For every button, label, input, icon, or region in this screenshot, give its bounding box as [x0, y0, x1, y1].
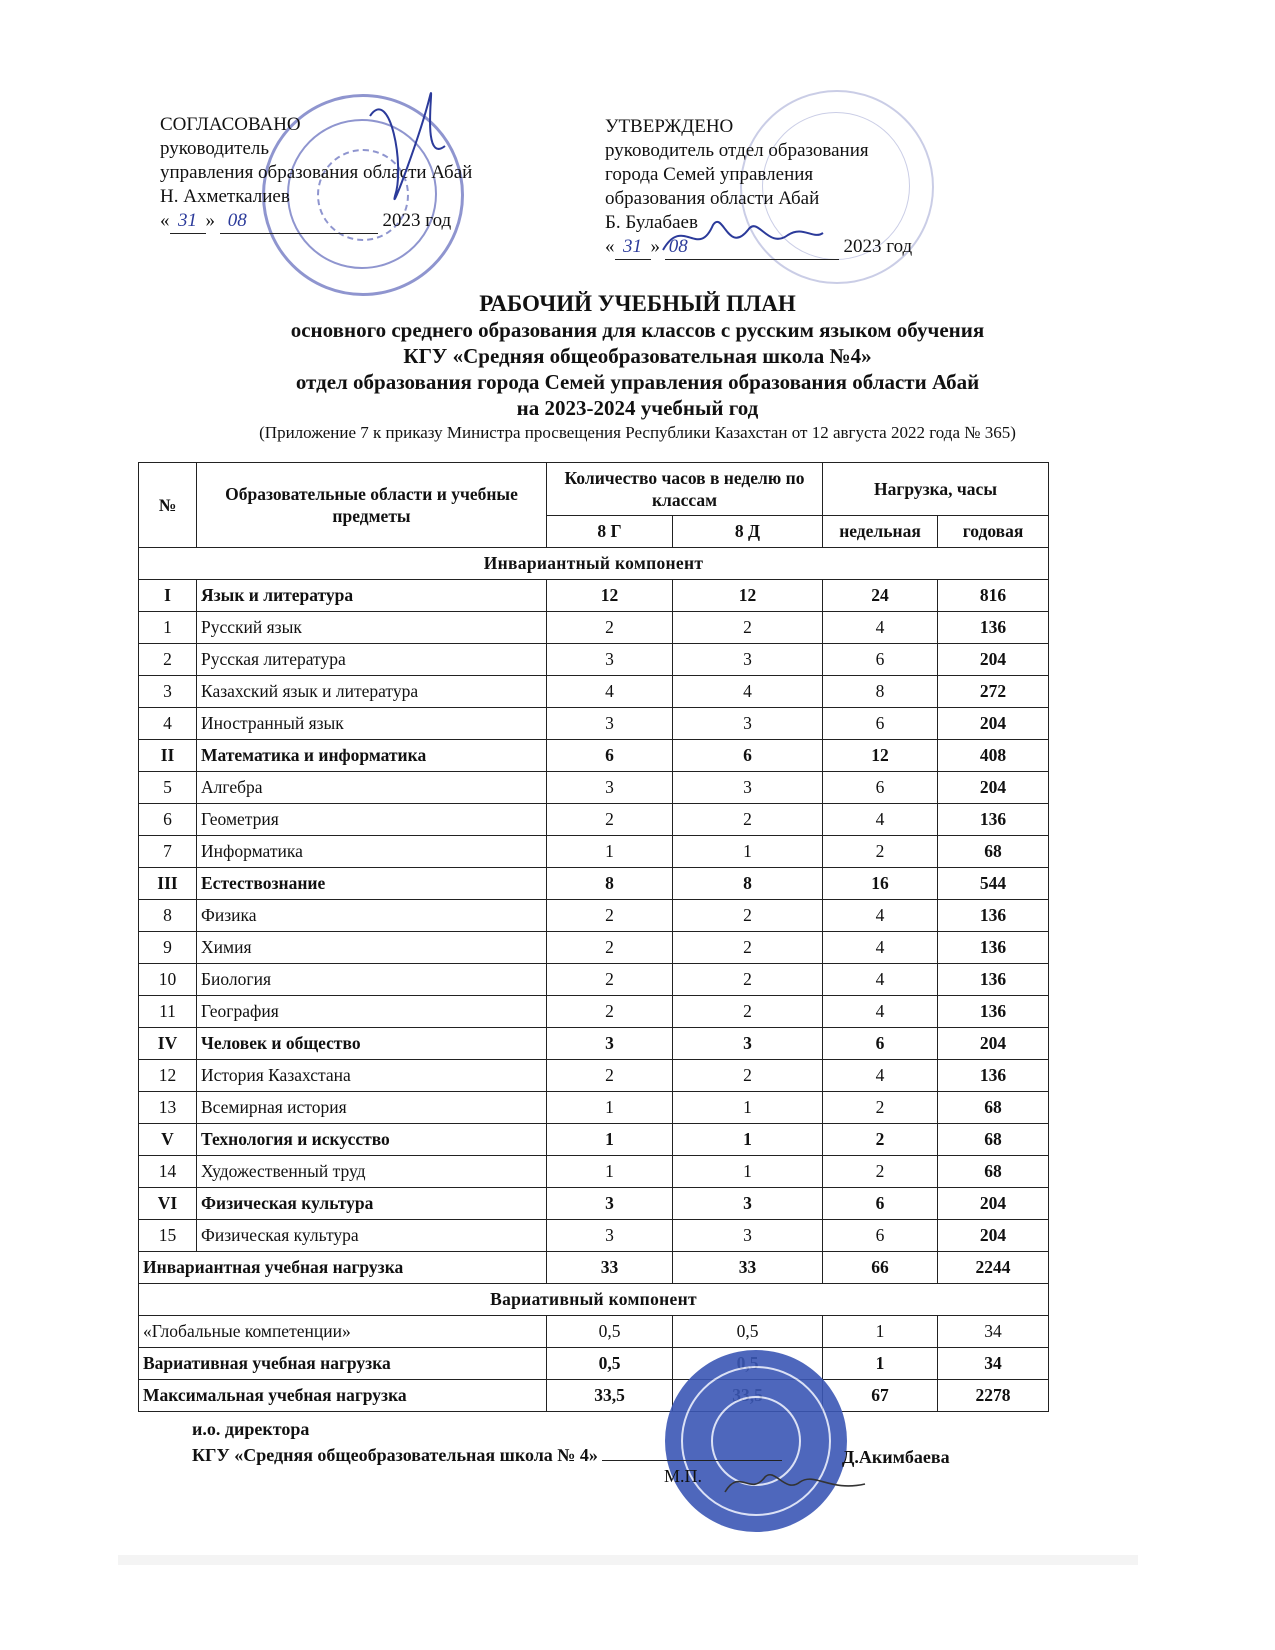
- weekly-load: 6: [823, 1028, 938, 1060]
- yearly-load: 34: [938, 1348, 1049, 1380]
- header-class-8g: 8 Г: [547, 516, 673, 548]
- subject-name: Естествознание: [197, 868, 547, 900]
- row-number: 10: [139, 964, 197, 996]
- hours-8g: 2: [547, 612, 673, 644]
- title-line: КГУ «Средняя общеобразовательная школа №4»: [403, 344, 872, 368]
- yearly-load: 136: [938, 1060, 1049, 1092]
- weekly-load: 6: [823, 1188, 938, 1220]
- course-name: «Глобальные компетенции»: [139, 1316, 547, 1348]
- subject-row: [139, 644, 1049, 676]
- hours-8d: 3: [673, 1028, 823, 1060]
- date-year: 2023 год: [843, 236, 913, 257]
- row-number: VI: [139, 1188, 197, 1220]
- hours-8d: 2: [673, 900, 823, 932]
- hours-8d: 12: [673, 580, 823, 612]
- subject-area-row: [139, 740, 1049, 772]
- variative-heading: Вариативный компонент: [139, 1284, 1049, 1316]
- hours-8g: 0,5: [547, 1316, 673, 1348]
- footer-school-name: КГУ «Средняя общеобразовательная школа № 4»: [192, 1445, 598, 1465]
- weekly-load: 4: [823, 1060, 938, 1092]
- row-number: II: [139, 740, 197, 772]
- approval-status: УТВЕРЖДЕНО: [605, 116, 734, 137]
- hours-8g: 1: [547, 836, 673, 868]
- hours-8g: 3: [547, 1028, 673, 1060]
- header-num: №: [139, 463, 197, 548]
- hours-8g: 2: [547, 964, 673, 996]
- weekly-load: 1: [823, 1348, 938, 1380]
- hours-8g: 1: [547, 1092, 673, 1124]
- weekly-load: 2: [823, 1156, 938, 1188]
- subject-row: [139, 804, 1049, 836]
- subject-row: [139, 932, 1049, 964]
- subject-row: [139, 1092, 1049, 1124]
- hours-8g: 8: [547, 868, 673, 900]
- approval-line: управления образования области Абай: [160, 162, 473, 183]
- signature-right: [658, 205, 828, 265]
- hours-8d: 2: [673, 996, 823, 1028]
- row-number: 15: [139, 1220, 197, 1252]
- row-number: 9: [139, 932, 197, 964]
- date-day: 31: [615, 235, 651, 260]
- hours-8g: 1: [547, 1156, 673, 1188]
- approval-line: руководитель: [160, 138, 270, 159]
- weekly-load: 6: [823, 708, 938, 740]
- hours-8d: 3: [673, 1188, 823, 1220]
- subject-area-row: [139, 1028, 1049, 1060]
- weekly-load: 2: [823, 836, 938, 868]
- hours-8d: 1: [673, 1156, 823, 1188]
- weekly-load: 2: [823, 1092, 938, 1124]
- yearly-load: 408: [938, 740, 1049, 772]
- yearly-load: 136: [938, 804, 1049, 836]
- row-number: I: [139, 580, 197, 612]
- header-class-8d: 8 Д: [673, 516, 823, 548]
- subject-row: [139, 1156, 1049, 1188]
- approval-date: « 31 » 08 2023 год: [160, 209, 472, 234]
- section-heading-row: [139, 548, 1049, 580]
- subject-row: [139, 772, 1049, 804]
- document-title-block: [0, 290, 1275, 445]
- hours-8g: 2: [547, 996, 673, 1028]
- row-number: V: [139, 1124, 197, 1156]
- header-hours: Количество часов в неделю по классам: [547, 463, 823, 516]
- hours-8d: 1: [673, 1092, 823, 1124]
- signature-left: [360, 76, 460, 236]
- subject-name: Всемирная история: [197, 1092, 547, 1124]
- subject-name: Физика: [197, 900, 547, 932]
- hours-8d: 2: [673, 612, 823, 644]
- footer-school: [192, 1444, 782, 1467]
- subject-name: Физическая культура: [197, 1220, 547, 1252]
- title-appendix: (Приложение 7 к приказу Министра просвещения Республики Казахстан от 12 августа 2022 года № 365): [259, 423, 1016, 442]
- subject-row: [139, 676, 1049, 708]
- subject-area-row: [139, 1124, 1049, 1156]
- subject-row: [139, 900, 1049, 932]
- weekly-load: 4: [823, 996, 938, 1028]
- row-number: III: [139, 868, 197, 900]
- row-number: 14: [139, 1156, 197, 1188]
- subject-row: [139, 964, 1049, 996]
- weekly-load: 6: [823, 1220, 938, 1252]
- header-weekly: недельная: [823, 516, 938, 548]
- subject-name: Технология и искусство: [197, 1124, 547, 1156]
- hours-8g: 3: [547, 1220, 673, 1252]
- subject-name: Человек и общество: [197, 1028, 547, 1060]
- hours-8g: 1: [547, 1124, 673, 1156]
- total-label: Инвариантная учебная нагрузка: [139, 1252, 547, 1284]
- subject-area-row: [139, 580, 1049, 612]
- hours-8d: 3: [673, 772, 823, 804]
- hours-8g: 3: [547, 708, 673, 740]
- subject-name: Математика и информатика: [197, 740, 547, 772]
- weekly-load: 24: [823, 580, 938, 612]
- header-load: Нагрузка, часы: [823, 463, 1049, 516]
- yearly-load: 68: [938, 1092, 1049, 1124]
- approval-status: СОГЛАСОВАНО: [160, 114, 301, 135]
- row-number: 13: [139, 1092, 197, 1124]
- hours-8g: 12: [547, 580, 673, 612]
- hours-8d: 3: [673, 1220, 823, 1252]
- hours-8g: 3: [547, 1188, 673, 1220]
- course-name: Вариативная учебная нагрузка: [139, 1348, 547, 1380]
- title-line: отдел образования города Семей управления образования области Абай: [295, 370, 980, 394]
- header-yearly: годовая: [938, 516, 1049, 548]
- subject-row: [139, 1220, 1049, 1252]
- subject-name: Русский язык: [197, 612, 547, 644]
- hours-8d: 2: [673, 964, 823, 996]
- variative-course-row: [139, 1316, 1049, 1348]
- weekly-load: 16: [823, 868, 938, 900]
- hours-8d: 8: [673, 868, 823, 900]
- yearly-load: 136: [938, 900, 1049, 932]
- weekly-load: 12: [823, 740, 938, 772]
- official-stamp-bottom: [665, 1350, 847, 1532]
- subject-row: [139, 996, 1049, 1028]
- hours-8d: 2: [673, 932, 823, 964]
- subject-name: Химия: [197, 932, 547, 964]
- subject-name: Физическая культура: [197, 1188, 547, 1220]
- hours-8d: 1: [673, 836, 823, 868]
- yearly-load: 2244: [938, 1252, 1049, 1284]
- yearly-load: 34: [938, 1316, 1049, 1348]
- hours-8d: 2: [673, 804, 823, 836]
- yearly-load: 544: [938, 868, 1049, 900]
- yearly-load: 136: [938, 932, 1049, 964]
- subject-name: Казахский язык и литература: [197, 676, 547, 708]
- subject-name: География: [197, 996, 547, 1028]
- footer-director-name: Д.Акимбаева: [842, 1447, 950, 1467]
- hours-8g: 2: [547, 932, 673, 964]
- footer-seal-place: М.П.: [664, 1466, 703, 1486]
- yearly-load: 136: [938, 996, 1049, 1028]
- approval-line: образования области Абай: [605, 188, 820, 209]
- title-line: на 2023-2024 учебный год: [516, 396, 759, 420]
- hours-8g: 0,5: [547, 1348, 673, 1380]
- row-number: 7: [139, 836, 197, 868]
- weekly-load: 67: [823, 1380, 938, 1412]
- subject-area-row: [139, 1188, 1049, 1220]
- load-total-row: [139, 1380, 1049, 1412]
- row-number: 1: [139, 612, 197, 644]
- course-name: Максимальная учебная нагрузка: [139, 1380, 547, 1412]
- date-month: 08: [220, 209, 378, 234]
- hours-8g: 3: [547, 772, 673, 804]
- approval-line: руководитель отдел образования: [605, 140, 869, 161]
- section-heading-row: [139, 1284, 1049, 1316]
- hours-8g: 33,5: [547, 1380, 673, 1412]
- subject-name: История Казахстана: [197, 1060, 547, 1092]
- approval-signer: Н. Ахметкалиев: [160, 186, 290, 207]
- subject-name: Информатика: [197, 836, 547, 868]
- hours-8g: 33: [547, 1252, 673, 1284]
- date-day: 31: [170, 209, 206, 234]
- weekly-load: 6: [823, 772, 938, 804]
- yearly-load: 68: [938, 1156, 1049, 1188]
- row-number: 8: [139, 900, 197, 932]
- title-line: основного среднего образования для классов с русским языком обучения: [290, 318, 985, 342]
- yearly-load: 136: [938, 964, 1049, 996]
- row-number: 2: [139, 644, 197, 676]
- row-number: IV: [139, 1028, 197, 1060]
- curriculum-table: [138, 462, 1049, 1412]
- weekly-load: 4: [823, 932, 938, 964]
- row-number: 5: [139, 772, 197, 804]
- hours-8d: 2: [673, 1060, 823, 1092]
- yearly-load: 2278: [938, 1380, 1049, 1412]
- yearly-load: 204: [938, 1028, 1049, 1060]
- subject-row: [139, 708, 1049, 740]
- yearly-load: 272: [938, 676, 1049, 708]
- subject-name: Геометрия: [197, 804, 547, 836]
- weekly-load: 8: [823, 676, 938, 708]
- approval-line: города Семей управления: [605, 164, 814, 185]
- hours-8g: 4: [547, 676, 673, 708]
- subject-row: [139, 836, 1049, 868]
- yearly-load: 204: [938, 708, 1049, 740]
- hours-8d: 4: [673, 676, 823, 708]
- weekly-load: 4: [823, 804, 938, 836]
- subject-name: Русская литература: [197, 644, 547, 676]
- hours-8g: 3: [547, 644, 673, 676]
- row-number: 3: [139, 676, 197, 708]
- document-title: РАБОЧИЙ УЧЕБНЫЙ ПЛАН: [479, 291, 796, 316]
- hours-8d: 6: [673, 740, 823, 772]
- weekly-load: 1: [823, 1316, 938, 1348]
- subject-row: [139, 612, 1049, 644]
- yearly-load: 816: [938, 580, 1049, 612]
- row-number: 11: [139, 996, 197, 1028]
- weekly-load: 2: [823, 1124, 938, 1156]
- row-number: 6: [139, 804, 197, 836]
- subject-row: [139, 1060, 1049, 1092]
- yearly-load: 68: [938, 836, 1049, 868]
- subject-name: Художественный труд: [197, 1156, 547, 1188]
- row-number: 12: [139, 1060, 197, 1092]
- table-header: [139, 463, 1049, 548]
- approval-signer: Б. Булабаев: [605, 212, 698, 233]
- subject-area-row: [139, 868, 1049, 900]
- yearly-load: 204: [938, 1220, 1049, 1252]
- weekly-load: 4: [823, 612, 938, 644]
- hours-8d: 3: [673, 644, 823, 676]
- hours-8g: 2: [547, 804, 673, 836]
- hours-8g: 2: [547, 1060, 673, 1092]
- table-body: [139, 548, 1049, 1412]
- hours-8g: 6: [547, 740, 673, 772]
- weekly-load: 66: [823, 1252, 938, 1284]
- row-number: 4: [139, 708, 197, 740]
- subject-name: Алгебра: [197, 772, 547, 804]
- weekly-load: 6: [823, 644, 938, 676]
- subject-name: Язык и литература: [197, 580, 547, 612]
- hours-8d: 1: [673, 1124, 823, 1156]
- date-month: 08: [665, 235, 839, 260]
- yearly-load: 204: [938, 772, 1049, 804]
- hours-8d: 3: [673, 708, 823, 740]
- yearly-load: 136: [938, 612, 1049, 644]
- yearly-load: 204: [938, 644, 1049, 676]
- approval-date: « 31 » 08 2023 год: [605, 235, 912, 260]
- load-total-row: [139, 1348, 1049, 1380]
- subject-name: Биология: [197, 964, 547, 996]
- hours-8d: 33: [673, 1252, 823, 1284]
- weekly-load: 4: [823, 900, 938, 932]
- yearly-load: 68: [938, 1124, 1049, 1156]
- scan-shadow: [118, 1555, 1138, 1565]
- hours-8g: 2: [547, 900, 673, 932]
- date-year: 2023 год: [382, 210, 452, 231]
- header-subjects: Образовательные области и учебные предметы: [197, 463, 547, 548]
- invariant-heading: Инвариантный компонент: [139, 548, 1049, 580]
- subject-name: Иностранный язык: [197, 708, 547, 740]
- footer-role: и.о. директора: [192, 1419, 310, 1439]
- weekly-load: 4: [823, 964, 938, 996]
- hours-8d: 0,5: [673, 1316, 823, 1348]
- invariant-total-row: [139, 1252, 1049, 1284]
- yearly-load: 204: [938, 1188, 1049, 1220]
